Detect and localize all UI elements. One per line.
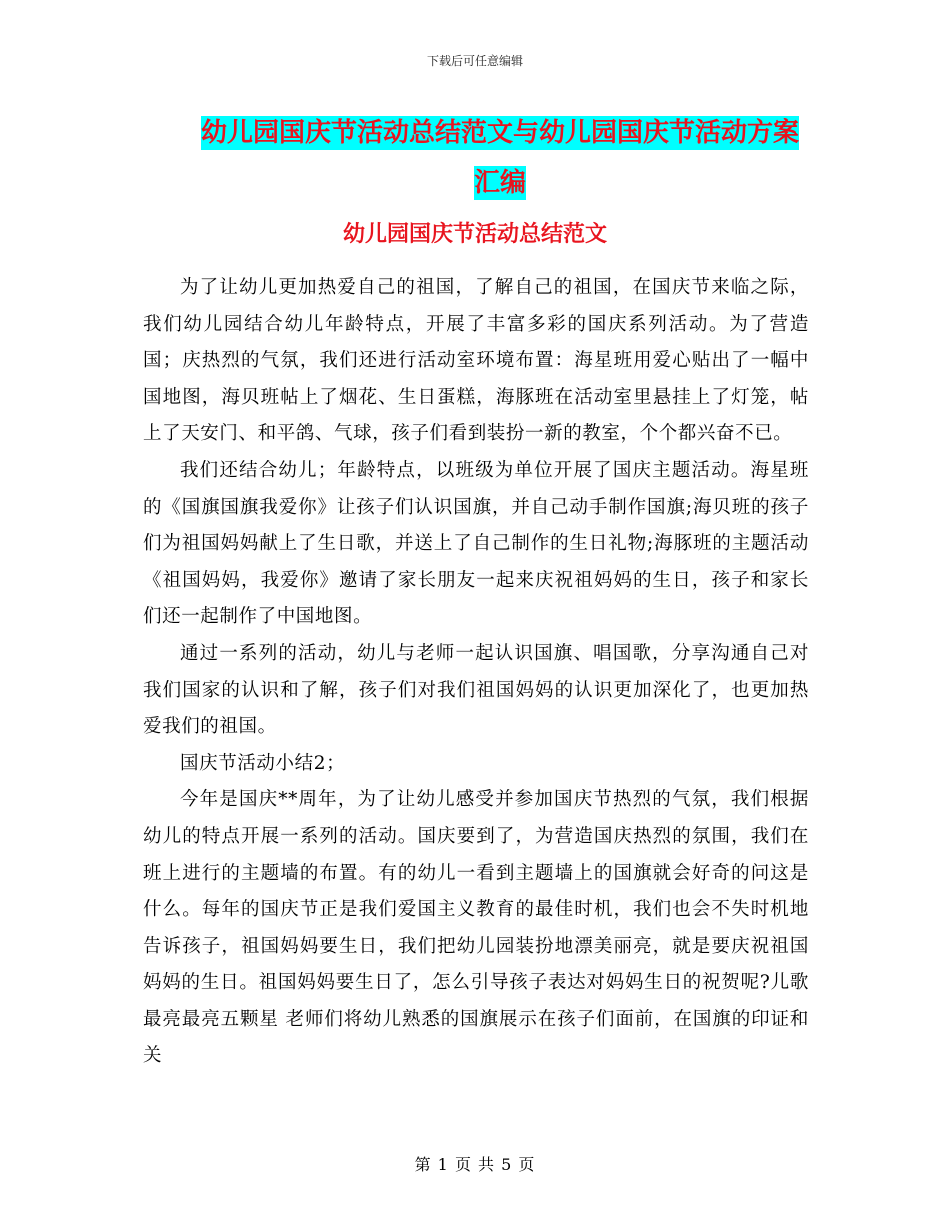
paragraph: 我们还结合幼儿；年龄特点，以班级为单位开展了国庆主题活动。海星班的《国旗国旗我爱你》让孩子们认识国旗，并自己动手制作国旗;海贝班的孩子们为祖国妈妈献上了生日歌，并送上了自己制作的生日礼物;海豚班的主题活动《祖国妈妈，我爱你》邀请了家长朋友一起来庆祝祖妈妈的生日，孩子和家长们还一起制作了中国地图。 [143,459,809,628]
document-body [143,270,809,1075]
paragraph: 国庆节活动小结2； [180,752,346,774]
document-title [140,108,860,208]
paragraph: 今年是国庆**周年，为了让幼儿感受并参加国庆节热烈的气氛，我们根据幼儿的特点开展一系列的活动。国庆要到了，为营造国庆热烈的氛围，我们在班上进行的主题墙的布置。有的幼儿一看到主题墙上的国旗就会好奇的问这是什么。每年的国庆节正是我们爱国主义教育的最佳时机，我们也会不失时机地告诉孩子，祖国妈妈要生日，我们把幼儿园装扮地漂美丽亮，就是要庆祝祖国妈妈的生日。祖国妈妈要生日了，怎么引导孩子表达对妈妈生日的祝贺呢?儿歌 最亮最亮五颗星 老师们将幼儿熟悉的国旗展示在孩子们面前，在国旗的印证和关 [143,789,809,1067]
section-title: 幼儿园国庆节活动总结范文 [342,221,607,247]
page-header-note: 下载后可任意编辑 [426,54,523,68]
document-title-line-1: 幼儿园国庆节活动总结范文与幼儿园国庆节活动方案 [200,118,799,148]
document-title-line-2: 汇编 [473,168,526,198]
page-number-footer: 第 1 页 共 5 页 [414,1155,536,1174]
paragraph: 通过一系列的活动，幼儿与老师一起认识国旗、唱国歌，分享沟通自己对我们国家的认识和了解，孩子们对我们祖国妈妈的认识更加深化了，也更加热爱我们的祖国。 [143,642,809,738]
paragraph: 为了让幼儿更加热爱自己的祖国，了解自己的祖国，在国庆节来临之际，我们幼儿园结合幼儿年龄特点，开展了丰富多彩的国庆系列活动。为了营造国；庆热烈的气氛，我们还进行活动室环境布置：海星班用爱心贴出了一幅中国地图，海贝班帖上了烟花、生日蛋糕，海豚班在活动室里悬挂上了灯笼，帖上了天安门、和平鸽、气球，孩子们看到装扮一新的教室，个个都兴奋不已。 [143,277,809,445]
